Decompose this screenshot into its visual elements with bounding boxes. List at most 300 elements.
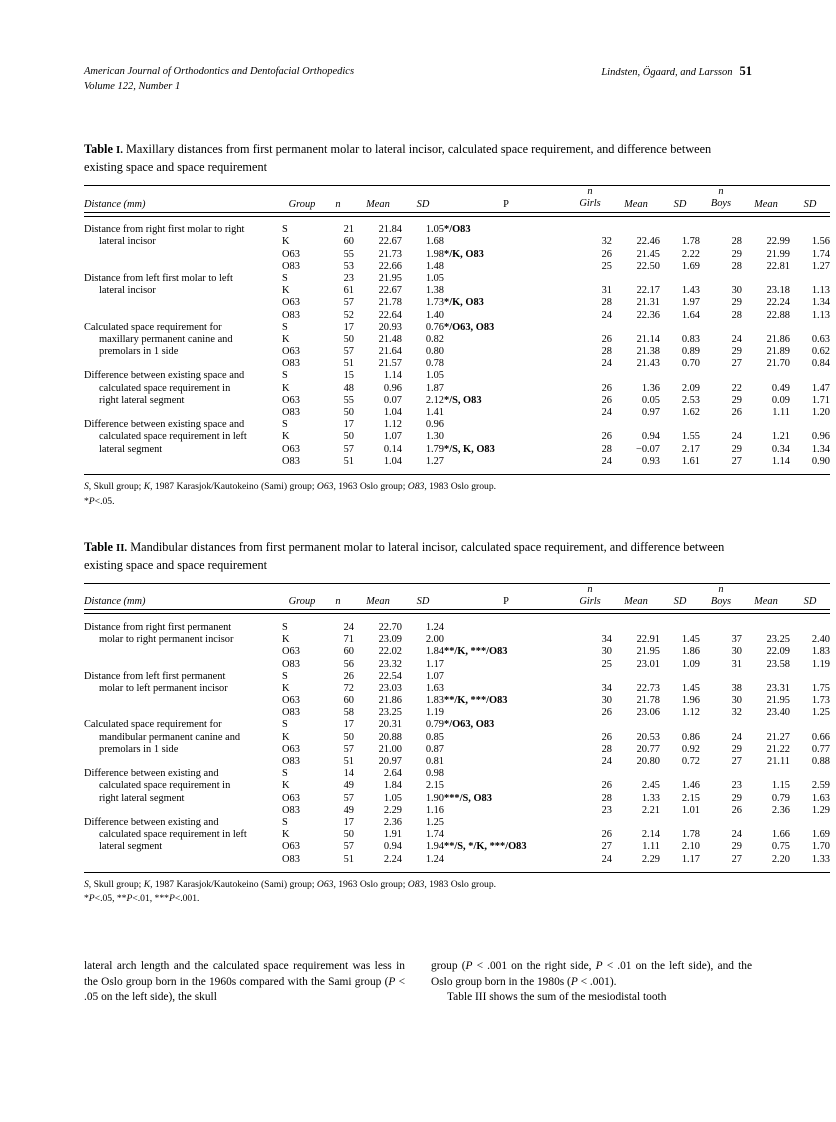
cell-n-girls: 34 [601, 682, 612, 694]
cell-boys-mean: 21.11 [767, 756, 790, 767]
cell-girls-sd [660, 621, 700, 633]
cell-girls-sd [660, 272, 700, 284]
cell-n: 57 [343, 443, 354, 455]
cell-n: 17 [343, 816, 354, 828]
cell-boys-sd [790, 224, 830, 236]
cell-boys-mean [742, 370, 790, 382]
cell-group: O83 [282, 804, 300, 816]
cell-n: 15 [343, 370, 354, 382]
cell-group: K [282, 780, 290, 792]
row-label [84, 755, 282, 767]
cell-n-boys: 27 [731, 455, 742, 467]
cell-girls-mean: 22.91 [636, 634, 660, 646]
cell-boys-mean: 0.75 [771, 841, 790, 853]
cell-boys-mean [742, 272, 790, 284]
row-label: calculated space requirement in left [99, 829, 247, 841]
cell-boys-sd: 0.96 [811, 431, 830, 443]
body-paragraph-right-2: Table III shows the sum of the mesiodistal tooth [447, 991, 667, 1004]
cell-sd: 1.84 [425, 646, 444, 658]
cell-n-girls [568, 419, 612, 431]
cell-n: 53 [343, 260, 354, 272]
cell-sd: 1.74 [425, 829, 444, 841]
table-row [84, 719, 830, 731]
cell-p: */O83 [444, 224, 471, 236]
cell-group: O63 [282, 695, 300, 707]
table-row [84, 309, 830, 321]
cell-group: O83 [282, 309, 300, 321]
cell-n-boys: 29 [731, 394, 742, 406]
cell-mean: 2.36 [383, 816, 402, 828]
row-label: calculated space requirement in [99, 382, 231, 394]
cell-girls-mean [612, 224, 660, 236]
cell-boys-mean [742, 719, 790, 731]
cell-group: S [282, 768, 288, 780]
row-label [84, 853, 282, 865]
cell-boys-sd: 0.84 [811, 358, 830, 370]
cell-group: O63 [282, 443, 300, 455]
cell-girls-mean: 1.36 [641, 382, 660, 394]
cell-boys-mean: 23.25 [766, 634, 790, 646]
col-boys-sd: SD [803, 198, 817, 210]
table-row [84, 285, 830, 297]
table-2-caption [84, 539, 752, 574]
row-label: Distance from right first permanent [84, 621, 232, 633]
cell-boys-sd [790, 768, 830, 780]
cell-n-girls: 26 [601, 731, 612, 743]
table-2-p-legend: *P<.05, **P<.01, ***P<.001. [84, 893, 200, 905]
cell-girls-mean: 21.31 [636, 297, 660, 309]
col-n: n [335, 198, 341, 210]
cell-n: 24 [343, 621, 354, 633]
cell-boys-sd [790, 321, 830, 333]
col-n-girls-label: Girls [579, 595, 601, 607]
cell-p: */S, O83 [444, 394, 482, 406]
cell-n-boys [700, 272, 742, 284]
row-label: lateral segment [99, 841, 163, 853]
cell-n-girls: 28 [601, 297, 612, 309]
journal-title: American Journal of Orthodontics and Dentofacial Orthopedics [84, 66, 355, 77]
table-2-body [84, 621, 830, 865]
cell-n-girls [568, 621, 612, 633]
cell-girls-sd: 1.69 [681, 260, 700, 272]
cell-p [444, 853, 568, 865]
cell-n: 17 [343, 321, 354, 333]
cell-n-girls: 28 [601, 443, 612, 455]
col-n-boys-label: Boys [710, 197, 732, 209]
col-boys-mean: Mean [754, 596, 778, 608]
table-row [84, 804, 830, 816]
cell-sd: 1.94 [425, 841, 444, 853]
cell-girls-sd: 1.61 [681, 455, 700, 467]
table-row [84, 634, 830, 646]
cell-n-boys: 28 [731, 309, 742, 321]
cell-boys-sd [790, 419, 830, 431]
cell-girls-sd [660, 670, 700, 682]
cell-group: O83 [282, 358, 300, 370]
cell-mean: 21.84 [378, 224, 402, 236]
cell-n-girls: 26 [601, 382, 612, 394]
cell-n-boys: 29 [731, 297, 742, 309]
cell-boys-mean: 23.18 [766, 285, 790, 297]
author-names: Lindsten, Ögaard, and Larsson [601, 67, 733, 78]
cell-p [444, 406, 568, 418]
cell-girls-sd: 1.17 [681, 853, 700, 865]
table-row [84, 419, 830, 431]
table-row [84, 743, 830, 755]
cell-sd: 1.98 [425, 248, 444, 260]
table-2-group-legend: S, Skull group; K, 1987 Karasjok/Kautokeino (Sami) group; O63, 1963 Oslo group; O83, 1983 Oslo group. [84, 879, 497, 891]
cell-n: 57 [343, 841, 354, 853]
cell-boys-sd: 1.47 [811, 382, 830, 394]
cell-sd: 2.12 [425, 394, 444, 406]
table-row [84, 236, 830, 248]
cell-boys-sd: 1.25 [811, 707, 830, 719]
table-row [84, 768, 830, 780]
cell-boys-sd: 1.71 [811, 394, 830, 406]
cell-p [444, 431, 568, 443]
cell-group: S [282, 670, 288, 682]
cell-sd: 0.96 [425, 419, 444, 431]
cell-mean: 1.12 [383, 419, 402, 431]
cell-group: K [282, 285, 290, 297]
row-label: Distance from left first molar to left [84, 272, 233, 284]
cell-girls-mean: 20.53 [636, 731, 660, 743]
cell-n-boys: 24 [731, 731, 742, 743]
row-label: right lateral segment [99, 394, 185, 406]
cell-boys-mean [742, 224, 790, 236]
cell-p [444, 816, 568, 828]
cell-n-boys: 27 [731, 358, 742, 370]
cell-girls-sd: 2.09 [681, 382, 700, 394]
cell-group: O83 [282, 260, 300, 272]
cell-boys-mean: 22.99 [766, 236, 790, 248]
cell-sd: 1.83 [425, 695, 444, 707]
cell-sd: 1.27 [425, 455, 444, 467]
row-label: calculated space requirement in [99, 780, 231, 792]
cell-sd: 1.68 [425, 236, 444, 248]
cell-n: 55 [343, 248, 354, 260]
cell-girls-sd: 1.12 [681, 707, 700, 719]
cell-group: K [282, 333, 290, 345]
cell-p [444, 455, 568, 467]
cell-n-girls: 25 [601, 658, 612, 670]
cell-girls-mean: 21.95 [636, 646, 660, 658]
cell-girls-sd: 1.96 [681, 695, 700, 707]
cell-girls-sd: 2.10 [681, 841, 700, 853]
cell-girls-sd: 0.83 [681, 333, 700, 345]
cell-n-girls: 28 [601, 792, 612, 804]
cell-girls-sd: 1.01 [681, 804, 700, 816]
cell-girls-mean: 21.14 [636, 333, 660, 345]
volume-issue: Volume 122, Number 1 [84, 81, 181, 93]
cell-p [444, 333, 568, 345]
col-n-girls-top: n [587, 186, 593, 198]
cell-girls-sd: 2.17 [681, 443, 700, 455]
cell-group: O63 [282, 646, 300, 658]
cell-boys-sd: 1.20 [811, 407, 830, 419]
cell-n-boys: 38 [731, 682, 742, 694]
cell-boys-sd: 1.70 [811, 841, 830, 853]
page-content [84, 0, 830, 1006]
cell-mean: 1.91 [383, 829, 402, 841]
cell-n-boys: 27 [731, 756, 742, 767]
col-n-girls [568, 584, 612, 610]
cell-mean: 0.14 [383, 443, 402, 455]
cell-p [444, 634, 568, 646]
table-1-label: Table I. [84, 142, 123, 157]
cell-girls-sd: 1.78 [681, 829, 700, 841]
cell-group: K [282, 731, 290, 743]
cell-girls-sd: 1.43 [681, 285, 700, 297]
cell-boys-sd: 0.88 [811, 756, 830, 767]
cell-n-boys: 30 [731, 646, 742, 658]
cell-sd: 0.79 [425, 719, 444, 731]
cell-boys-mean: 0.49 [771, 382, 790, 394]
cell-sd: 1.07 [425, 670, 444, 682]
cell-sd: 1.16 [425, 804, 444, 816]
cell-n-girls [568, 719, 612, 731]
cell-n-boys: 24 [731, 829, 742, 841]
cell-group: K [282, 829, 290, 841]
cell-sd: 1.25 [425, 816, 444, 828]
cell-group: O83 [282, 756, 300, 767]
table-1-header-row [84, 186, 830, 212]
cell-mean: 21.73 [378, 248, 402, 260]
cell-p [444, 370, 568, 382]
cell-group: S [282, 370, 288, 382]
cell-boys-sd [790, 670, 830, 682]
table-2 [84, 583, 830, 873]
cell-girls-sd [660, 224, 700, 236]
cell-mean: 23.32 [378, 658, 402, 670]
cell-girls-sd: 1.46 [681, 780, 700, 792]
cell-boys-sd: 0.66 [811, 731, 830, 743]
table-row [84, 443, 830, 455]
cell-mean: 22.02 [378, 646, 402, 658]
table-1 [84, 185, 830, 475]
cell-mean: 20.88 [378, 731, 402, 743]
table-row [84, 406, 830, 418]
cell-group: O63 [282, 394, 300, 406]
cell-n: 49 [343, 780, 354, 792]
cell-mean: 22.66 [378, 260, 402, 272]
cell-n-boys [700, 670, 742, 682]
cell-girls-mean: 22.50 [636, 260, 660, 272]
cell-boys-mean: 23.58 [766, 658, 790, 670]
body-paragraph-right-1: group (P < .001 on the right side, P < .01 on the left side), and the Oslo group born in the 1980s (P < .001). [431, 959, 752, 988]
cell-boys-mean: 21.95 [766, 695, 790, 707]
cell-boys-sd: 0.63 [811, 333, 830, 345]
cell-n-boys [700, 768, 742, 780]
table-row [84, 248, 830, 260]
cell-girls-sd: 0.92 [681, 743, 700, 755]
cell-p: ***/S, O83 [444, 792, 492, 804]
cell-girls-sd: 0.86 [681, 731, 700, 743]
cell-group: S [282, 321, 288, 333]
cell-n-boys [700, 621, 742, 633]
cell-n-boys: 29 [731, 443, 742, 455]
cell-boys-sd: 1.75 [811, 682, 830, 694]
col-n-boys [700, 584, 742, 610]
cell-girls-sd: 1.78 [681, 236, 700, 248]
cell-boys-sd [790, 816, 830, 828]
cell-n: 48 [343, 382, 354, 394]
page-number: 51 [739, 64, 752, 78]
cell-sd: 1.05 [425, 224, 444, 236]
row-label: lateral incisor [99, 285, 156, 297]
cell-p [444, 780, 568, 792]
table-row [84, 431, 830, 443]
cell-mean: 22.64 [378, 309, 402, 321]
row-label: Distance from left first permanent [84, 670, 226, 682]
cell-n: 61 [343, 285, 354, 297]
cell-boys-mean: 23.40 [766, 707, 790, 719]
cell-boys-mean: 22.88 [766, 309, 790, 321]
cell-boys-mean: 22.81 [766, 260, 790, 272]
cell-mean: 22.54 [378, 670, 402, 682]
cell-mean: 2.29 [383, 804, 402, 816]
row-label: calculated space requirement in left [99, 431, 247, 443]
cell-boys-sd: 1.13 [811, 309, 830, 321]
row-label: molar to left permanent incisor [99, 682, 228, 694]
cell-group: O83 [282, 658, 300, 670]
cell-girls-mean [612, 719, 660, 731]
col-n-boys-top: n [718, 584, 724, 596]
table-row [84, 224, 830, 236]
cell-girls-mean: 1.11 [642, 841, 660, 853]
cell-boys-mean: 21.89 [766, 346, 790, 358]
cell-girls-mean [612, 816, 660, 828]
cell-sd: 1.79 [425, 443, 444, 455]
cell-boys-sd: 2.59 [811, 780, 830, 792]
col-girls-mean: Mean [624, 198, 648, 210]
cell-boys-mean: 21.22 [766, 743, 790, 755]
cell-n-boys: 30 [731, 695, 742, 707]
cell-boys-sd [790, 621, 830, 633]
cell-mean: 0.07 [383, 394, 402, 406]
cell-n-boys [700, 224, 742, 236]
cell-mean: 21.64 [378, 346, 402, 358]
cell-n: 21 [343, 224, 354, 236]
cell-p [444, 236, 568, 248]
cell-n-boys: 26 [731, 804, 742, 816]
cell-n-girls: 23 [601, 804, 612, 816]
cell-girls-mean: −0.07 [635, 443, 660, 455]
cell-group: K [282, 382, 290, 394]
row-label [84, 455, 282, 467]
cell-mean: 1.84 [383, 780, 402, 792]
row-label: Difference between existing and [84, 816, 219, 828]
cell-girls-sd: 2.22 [681, 248, 700, 260]
col-p: P [503, 198, 509, 210]
row-label: molar to right permanent incisor [99, 634, 234, 646]
cell-girls-mean: 1.33 [641, 792, 660, 804]
cell-boys-sd: 1.74 [811, 248, 830, 260]
table-row [84, 853, 830, 865]
cell-n-boys [700, 419, 742, 431]
cell-n-boys [700, 816, 742, 828]
cell-boys-sd: 1.29 [811, 804, 830, 816]
cell-sd: 0.85 [425, 731, 444, 743]
cell-p [444, 419, 568, 431]
row-label [84, 646, 282, 658]
table-row [84, 841, 830, 853]
cell-girls-mean [612, 768, 660, 780]
cell-group: K [282, 682, 290, 694]
cell-n: 17 [343, 719, 354, 731]
cell-girls-mean [612, 272, 660, 284]
cell-n-girls: 24 [601, 853, 612, 865]
cell-n-boys: 26 [731, 407, 742, 419]
col-distance: Distance (mm) [84, 596, 146, 608]
cell-girls-sd: 1.64 [681, 309, 700, 321]
row-label [84, 358, 282, 370]
cell-n-boys: 23 [731, 780, 742, 792]
cell-sd: 0.78 [425, 358, 444, 370]
cell-mean: 0.94 [383, 841, 402, 853]
cell-sd: 0.80 [425, 346, 444, 358]
cell-n: 60 [343, 236, 354, 248]
row-label [84, 297, 282, 309]
cell-p: */O63, O83 [444, 321, 495, 333]
cell-mean: 0.96 [383, 382, 402, 394]
cell-n-boys: 29 [731, 743, 742, 755]
row-label: Difference between existing space and [84, 370, 245, 382]
cell-girls-mean: 23.06 [636, 707, 660, 719]
cell-boys-sd: 1.19 [811, 658, 830, 670]
cell-mean: 1.04 [383, 407, 402, 419]
cell-n-boys: 29 [731, 792, 742, 804]
cell-group: O63 [282, 841, 300, 853]
cell-mean: 21.86 [378, 695, 402, 707]
cell-girls-sd: 1.97 [681, 297, 700, 309]
table-row [84, 333, 830, 345]
cell-girls-mean: 21.43 [636, 358, 660, 370]
cell-n: 58 [343, 707, 354, 719]
cell-n-girls: 26 [601, 333, 612, 345]
table-1-body [84, 224, 830, 468]
table-row [84, 658, 830, 670]
cell-p [444, 358, 568, 370]
cell-n: 57 [343, 743, 354, 755]
table-row [84, 707, 830, 719]
cell-boys-sd: 1.63 [811, 792, 830, 804]
cell-boys-sd: 1.69 [811, 829, 830, 841]
cell-p: **/K, ***/O83 [444, 646, 508, 658]
cell-n-girls: 25 [601, 260, 612, 272]
cell-girls-mean: 0.05 [641, 394, 660, 406]
cell-boys-sd: 1.34 [811, 297, 830, 309]
table-1-group-legend: S, Skull group; K, 1987 Karasjok/Kautokeino (Sami) group; O63, 1963 Oslo group; O83, 1983 Oslo group. [84, 481, 497, 493]
table-row [84, 321, 830, 333]
cell-mean: 2.64 [383, 768, 402, 780]
cell-sd: 1.48 [425, 260, 444, 272]
cell-n-girls: 26 [601, 780, 612, 792]
table-row [84, 682, 830, 694]
row-label: Calculated space requirement for [84, 719, 222, 731]
cell-n-girls [568, 670, 612, 682]
cell-mean: 22.67 [378, 285, 402, 297]
cell-girls-mean: 22.36 [636, 309, 660, 321]
cell-mean: 21.78 [378, 297, 402, 309]
cell-group: O83 [282, 455, 300, 467]
cell-p [444, 682, 568, 694]
col-boys-sd: SD [803, 596, 817, 608]
row-label: Distance from right first molar to right [84, 224, 245, 236]
cell-boys-sd [790, 370, 830, 382]
cell-group: S [282, 621, 288, 633]
col-n-girls [568, 186, 612, 212]
